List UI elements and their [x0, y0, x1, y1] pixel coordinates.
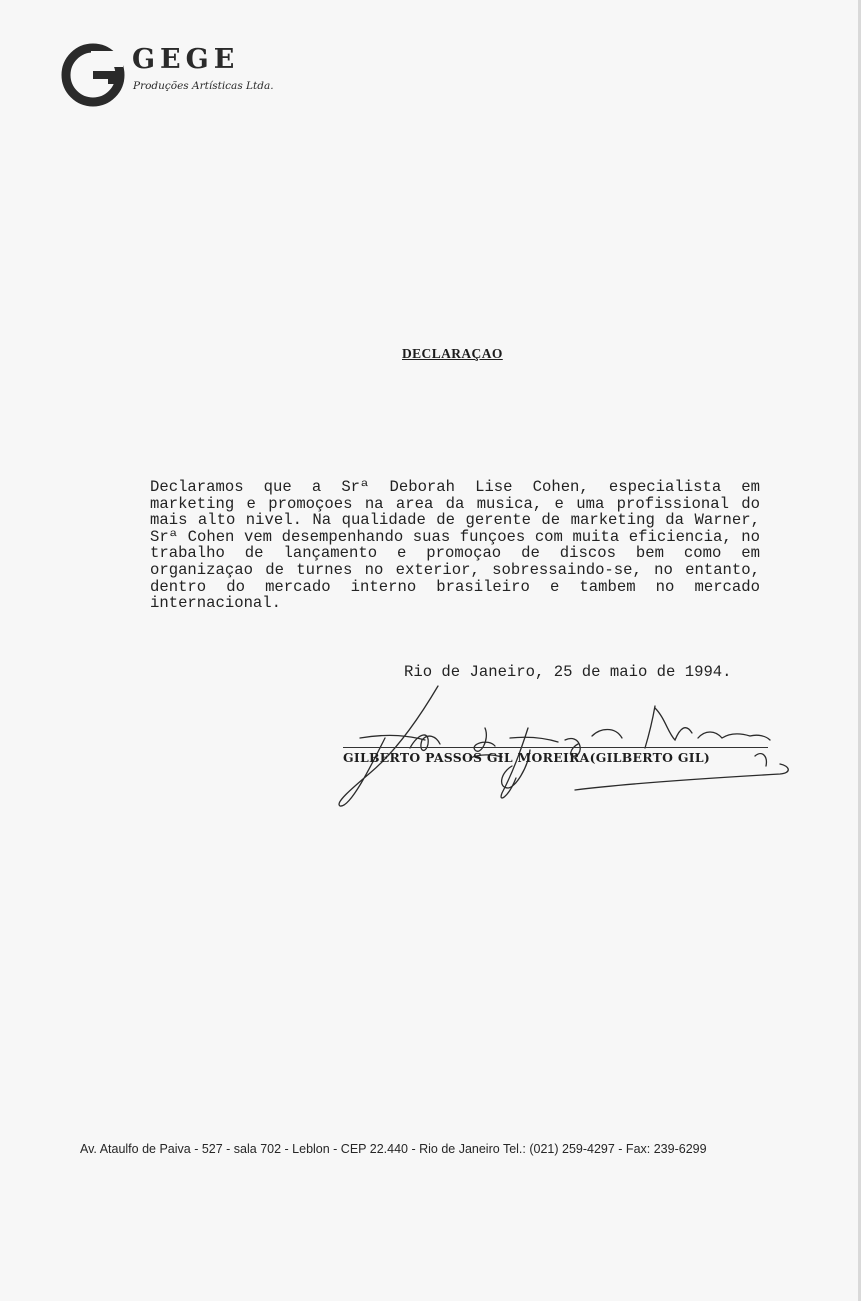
declaration-body: Declaramos que a Srª Deborah Lise Cohen, especialista em marketing e promoçoes na area da musica, e uma profissional do mais alto nivel. Na qualidade de gerente de marketing da Warner, Srª Cohen vem desempenhando suas funçoes com muita eficiencia, no trabalho de lançamento e promoçao de discos bem como em organizaçao de turnes no exterior, sobressaindo-se, no entanto, dentro do mercado interno brasileiro e tambem no mercado internacional.	[150, 478, 760, 613]
place-and-date: Rio de Janeiro, 25 de maio de 1994.	[404, 663, 732, 681]
signatory-name: GILBERTO PASSOS GIL MOREIRA(GILBERTO GIL)	[343, 750, 711, 765]
company-subtitle: Produções Artísticas Ltda.	[133, 80, 274, 92]
handwritten-signature	[330, 678, 800, 813]
footer-address: Av. Ataulfo de Paiva - 527 - sala 702 - Leblon - CEP 22.440 - Rio de Janeiro Tel.: (021) 259-4297 - Fax: 239-6299	[80, 1142, 707, 1156]
company-brand: GEGE	[132, 44, 240, 75]
company-logo	[60, 42, 274, 112]
gege-monogram-icon	[60, 42, 126, 108]
signature-line	[343, 747, 768, 748]
document-title: DECLARAÇAO	[402, 346, 503, 361]
